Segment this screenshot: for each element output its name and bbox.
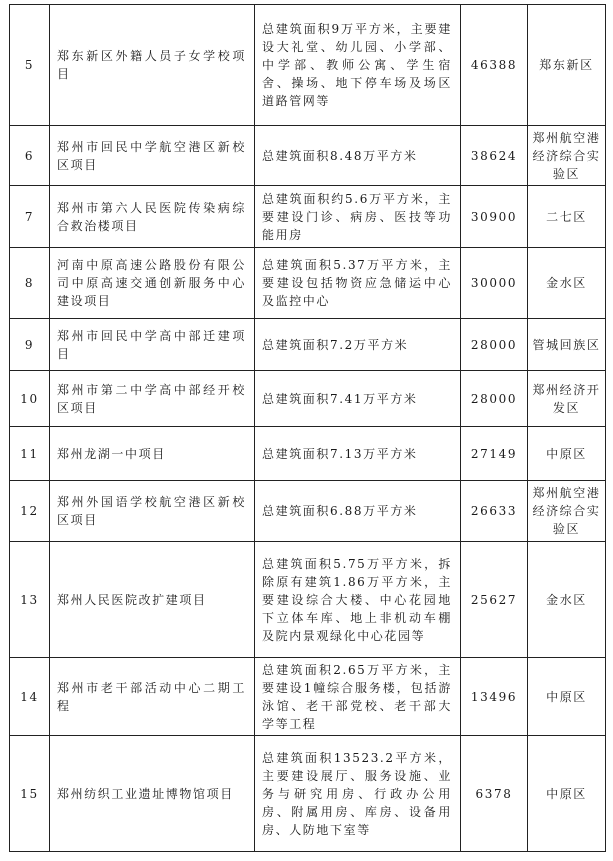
district: 郑州经济开发区 — [528, 371, 606, 427]
table-row — [10, 186, 606, 248]
construction-content: 总建筑面积6.88万平方米 — [255, 481, 461, 542]
row-number: 12 — [10, 481, 50, 542]
project-name: 郑州纺织工业遗址博物馆项目 — [50, 736, 255, 852]
district: 郑州航空港经济综合实验区 — [528, 481, 606, 542]
project-name: 郑州市老干部活动中心二期工程 — [50, 658, 255, 736]
row-number: 7 — [10, 186, 50, 248]
construction-content: 总建筑面积约5.6万平方米，主要建设门诊、病房、医技等功能用房 — [255, 186, 461, 248]
row-number: 14 — [10, 658, 50, 736]
construction-content: 总建筑面积7.41万平方米 — [255, 371, 461, 427]
table-row — [10, 126, 606, 186]
investment-amount: 6378 — [461, 736, 528, 852]
district: 中原区 — [528, 736, 606, 852]
investment-amount: 28000 — [461, 319, 528, 371]
district: 郑州航空港经济综合实验区 — [528, 126, 606, 186]
district: 二七区 — [528, 186, 606, 248]
project-name: 郑州龙湖一中项目 — [50, 427, 255, 481]
project-name: 郑州市第二中学高中部经开校区项目 — [50, 371, 255, 427]
district: 中原区 — [528, 658, 606, 736]
construction-content: 总建筑面积7.2万平方米 — [255, 319, 461, 371]
project-name: 郑州市回民中学高中部迁建项目 — [50, 319, 255, 371]
project-name: 郑州市回民中学航空港区新校区项目 — [50, 126, 255, 186]
construction-content: 总建筑面积5.75万平方米，拆除原有建筑1.86万平方米，主要建设综合大楼、中心花园地下立体车库、地上非机动车棚及院内景观绿化中心花园等 — [255, 542, 461, 658]
row-number: 5 — [10, 5, 50, 126]
construction-content: 总建筑面积8.48万平方米 — [255, 126, 461, 186]
row-number: 6 — [10, 126, 50, 186]
investment-amount: 38624 — [461, 126, 528, 186]
table-row — [10, 319, 606, 371]
construction-content: 总建筑面积7.13万平方米 — [255, 427, 461, 481]
table-row — [10, 371, 606, 427]
investment-amount: 28000 — [461, 371, 528, 427]
construction-content: 总建筑面积5.37万平方米，主要建设包括物资应急储运中心及监控中心 — [255, 248, 461, 319]
district: 郑东新区 — [528, 5, 606, 126]
investment-amount: 26633 — [461, 481, 528, 542]
district: 金水区 — [528, 542, 606, 658]
table-row — [10, 248, 606, 319]
row-number: 11 — [10, 427, 50, 481]
project-name: 河南中原高速公路股份有限公司中原高速交通创新服务中心建设项目 — [50, 248, 255, 319]
investment-amount: 30900 — [461, 186, 528, 248]
table-row — [10, 658, 606, 736]
row-number: 15 — [10, 736, 50, 852]
projects-table — [9, 4, 606, 852]
investment-amount: 25627 — [461, 542, 528, 658]
project-name: 郑州人民医院改扩建项目 — [50, 542, 255, 658]
investment-amount: 27149 — [461, 427, 528, 481]
construction-content: 总建筑面积9万平方米，主要建设大礼堂、幼儿园、小学部、中学部、教师公寓、学生宿舍、操场、地下停车场及场区道路管网等 — [255, 5, 461, 126]
row-number: 8 — [10, 248, 50, 319]
table-row — [10, 5, 606, 126]
row-number: 9 — [10, 319, 50, 371]
table-row — [10, 481, 606, 542]
project-name: 郑州外国语学校航空港区新校区项目 — [50, 481, 255, 542]
row-number: 13 — [10, 542, 50, 658]
district: 中原区 — [528, 427, 606, 481]
project-name: 郑州市第六人民医院传染病综合救治楼项目 — [50, 186, 255, 248]
construction-content: 总建筑面积13523.2平方米，主要建设展厅、服务设施、业务与研究用房、行政办公用房、附属用房、库房、设备用房、人防地下室等 — [255, 736, 461, 852]
table-row — [10, 736, 606, 852]
row-number: 10 — [10, 371, 50, 427]
table-row — [10, 427, 606, 481]
investment-amount: 30000 — [461, 248, 528, 319]
construction-content: 总建筑面积2.65万平方米，主要建设1幢综合服务楼，包括游泳馆、老干部党校、老干部大学等工程 — [255, 658, 461, 736]
project-name: 郑东新区外籍人员子女学校项目 — [50, 5, 255, 126]
investment-amount: 13496 — [461, 658, 528, 736]
district: 管城回族区 — [528, 319, 606, 371]
investment-amount: 46388 — [461, 5, 528, 126]
district: 金水区 — [528, 248, 606, 319]
table-row — [10, 542, 606, 658]
